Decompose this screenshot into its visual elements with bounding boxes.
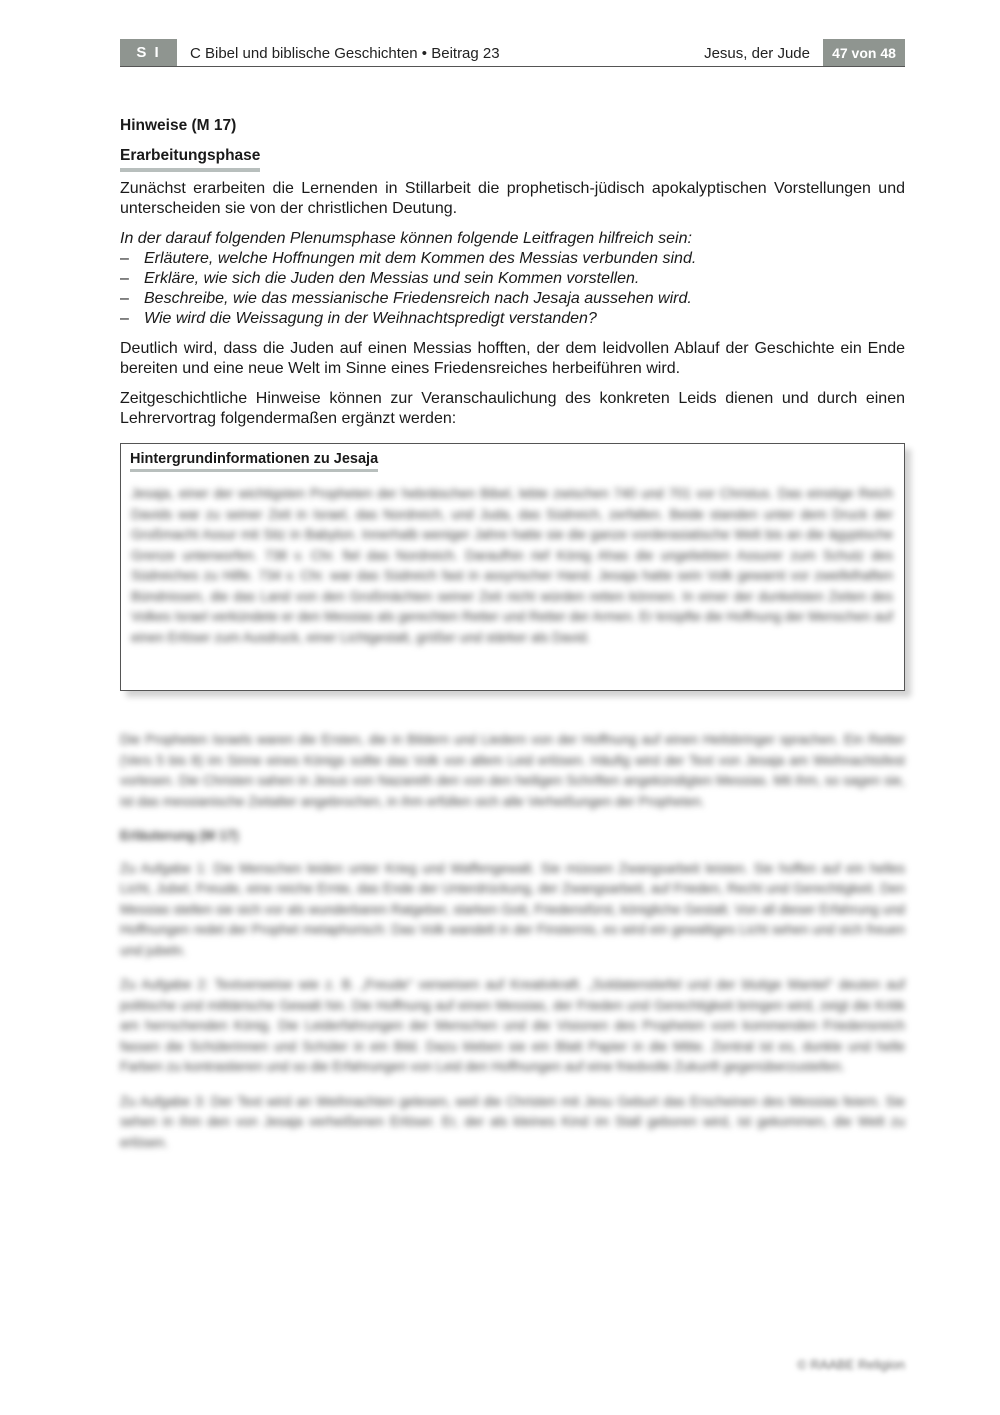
phase-heading: Erarbeitungsphase (120, 146, 260, 172)
page-number: 47 von 48 (823, 39, 905, 66)
questions-intro: In der darauf folgenden Plenumsphase können folgende Leitfragen hilfreich sein: (120, 230, 692, 247)
list-item: – Wie wird die Weissagung in der Weihnachtspredigt verstanden? (120, 309, 905, 329)
background-info-box (120, 443, 905, 691)
section-heading: Hinweise (M 17) (120, 117, 237, 134)
box-title: Hintergrundinformationen zu Jesaja (130, 451, 378, 472)
paragraph-conclusion: Deutlich wird, dass die Juden auf einen Messias hofften, der dem leidvollen Ablauf der Geschichte ein Ende bereiten und eine neue Welt im Sinne eines Friedensreiches herbeiführen wird. (120, 340, 905, 377)
chapter-title: C Bibel und biblische Geschichten • Beitrag 23 (190, 45, 500, 62)
blurred-box-text: Jesaja, einer der wichtigsten Propheten der hebräischen Bibel, lebte zwischen 740 und 701 vor Christus. Das einstige Reich Davids war zu seiner Zeit in Israel, das Nordreich, und Juda, das Südreich, zerfallen. Beide standen unter dem Druck der Großmacht Assur mit Sitz in Babylon. Innerhalb weniger Jahre hatte sie die ganze vorderasiatische Welt bis an die ägyptische Grenze unterworfen. 738 v. Chr. fiel das Nordreich. Daraufhin rief König Ahas die ungeliebten Assurer zum Schutz des Südreiches zu Hilfe. 734 v. Chr. war das Südreich fast in assyrischer Hand. Jesaja hatte sein Volk gewarnt vor zweifelhaften Bündnissen, die das Land von den Großmächten seiner Zeit nicht würden retten können. In einer der dunkelsten Zeiten des Volkes Israel verkündete er den Messias als gerechten Retter und Retter der Armen. Er knüpfte die Hoffnung der Menschen auf einen Erlöser zum Ausdruck, einer Lichtgestalt, größer und stärker als David. (131, 486, 893, 645)
section-badge: S I (120, 39, 177, 66)
topic-title: Jesus, der Jude (704, 45, 810, 62)
paragraph-intro: Zunächst erarbeiten die Lernenden in Stillarbeit die prophetisch-jüdisch apokalyptischen Vorstellungen und unterscheiden sie von der christlichen Deutung. (120, 180, 905, 217)
page-header (120, 39, 905, 67)
paragraph-context: Zeitgeschichtliche Hinweise können zur Veranschaulichung des konkreten Leids dienen und durch einen Lehrervortrag folgendermaßen ergänzt werden: (120, 390, 905, 427)
guiding-questions (120, 249, 905, 329)
main-content (120, 116, 905, 439)
list-item: – Beschreibe, wie das messianische Friedensreich nach Jesaja aussehen wird. (120, 289, 905, 309)
list-item: – Erkläre, wie sich die Juden den Messias und sein Kommen vorstellen. (120, 269, 905, 289)
blurred-lower-text: Die Propheten Israels waren die Ersten, die in Bildern und Liedern von der Hoffnung auf einen Heilsbringer sprachen. Ein Retter (Vers 5 bis 8) im Sinne eines Königs sollte das Volk von allem Leid erlösen. Häufig wird der Text von Jesaja am Weihnachtsfest vorlesen. Die Christen sahen in Jesus von Nazareth den von den heiligen Schriften angekündigten Messias. Mit ihm, so sagen sie, ist das messianische Zeitalter angebrochen, in ihm erfüllen sich alle Verheißungen der Propheten. Erläuterung (M 17) Zu Aufgabe 1: Die Menschen leiden unter Krieg und Waffengewalt. Sie müssen Zwangsarbeit leisten. Sie hoffen auf ein helles Licht, Jubel, Freude, eine reiche Ernte, das Ende der Unterdrückung, der Zwangsarbeit, auf Frieden, Recht und Gerechtigkeit. Den Messias stellen sie sich vor als wunderbaren Ratgeber, starken Gott, Friedensfürst, königliche Gestalt. Von all dieser Erfahrung und Hoffnungen redet der Prophet metaphorisch: Das Volk wandelt in der Finsternis, es wird ein gewaltiges Licht sehen und sich freuen und jubeln. Zu Aufgabe 2: Textverweise wie z. B. „Freude“ verweisen auf Kreativkraft. „Soldatenstiefel und der blutige Mantel“ deuten auf politische und militärische Gewalt hin. Die Hoffnung auf einen Messias, der Frieden und Gerechtigkeit bringen wird, zeigt die Kritik am herrschenden König. Die Leiderfahrungen der Menschen und die Visionen des Propheten vom kommenden Friedensreich fassen die Schülerinnen und Schüler in ein Bild. Dazu kleben sie ein Blatt Papier in die Mitte. Zentral ist es, dunkle und helle Farben zu kontrastieren und so die Erfahrungen von Leid den Hoffnungen auf eine friedvolle Zukunft gegenüberzustellen. Zu Aufgabe 3: Der Text wird an Weihnachten gelesen, weil die Christen mit Jesu Geburt das Erscheinen des Messias feiern. Sie sehen in ihm den von Jesaja verheißenen Erlöser. Er, der als kleines Kind im Stall geboren wird, ist gekommen, die Welt zu erlösen. (120, 732, 905, 1150)
list-item: – Erläutere, welche Hoffnungen mit dem Kommen des Messias verbunden sind. (120, 249, 905, 269)
publisher-footer: © RAABE Religion (797, 1357, 905, 1372)
